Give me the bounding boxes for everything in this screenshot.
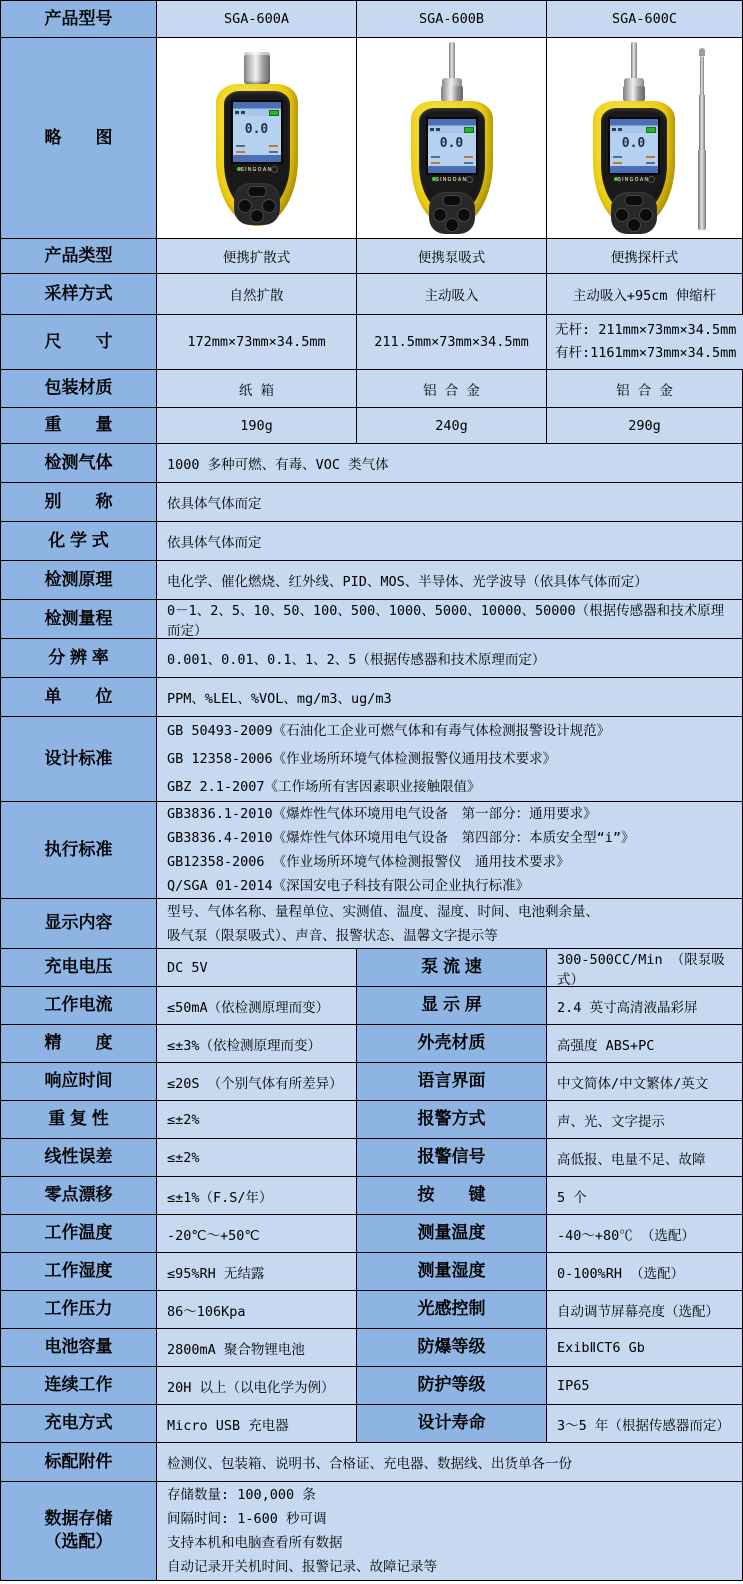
device-body	[593, 101, 675, 228]
battery-icon	[464, 127, 474, 133]
model-name-sga600c: SGA-600C	[546, 1, 742, 37]
cell-value: 高低报、电量不足、故障	[546, 1139, 742, 1176]
table-row	[1, 1404, 742, 1442]
row-label-measure-temperature: 测量温度	[356, 1215, 546, 1252]
speaker-icon	[612, 128, 616, 131]
device-screen	[426, 117, 478, 175]
table-row	[1, 482, 742, 521]
cell-value: 检测仪、包装箱、说明书、合格证、充电器、数据线、出货单各一份	[156, 1443, 742, 1481]
screen-reading: 0.0	[244, 122, 269, 137]
cell-value: 300-500CC/Min （限泵吸式）	[546, 949, 742, 986]
row-label-charging-method: 充电方式	[1, 1405, 156, 1442]
cell-value: ExibⅡCT6 Gb	[546, 1329, 742, 1366]
standard-line: GB12358-2006 《作业场所环境气体检测报警仪 通用技术要求》	[167, 854, 570, 870]
row-label-protection-grade: 防护等级	[356, 1367, 546, 1404]
row-label-repeatability: 重 复 性	[1, 1101, 156, 1138]
table-row	[1, 1214, 742, 1252]
cell-value	[156, 802, 742, 898]
row-label-detected-gases: 检测气体	[1, 444, 156, 482]
screen-statusbar	[233, 109, 281, 116]
row-label-design-standard: 设计标准	[1, 717, 156, 801]
table-row	[1, 369, 742, 407]
gas-detector-c-illustration	[584, 42, 684, 230]
keypad	[611, 192, 657, 234]
right-button	[457, 208, 471, 222]
standard-line: GB3836.1-2010《爆炸性气体环境用电气设备 第一部分：通用要求》	[167, 806, 597, 822]
enter-button	[250, 209, 264, 223]
table-row	[1, 1442, 742, 1481]
row-label-working-humidity: 工作湿度	[1, 1253, 156, 1290]
table-row	[1, 716, 742, 801]
cell-value: 中文简体/中文繁体/英文	[546, 1063, 742, 1100]
model-name-sga600a: SGA-600A	[156, 1, 356, 37]
cell-value: 依具体气体而定	[156, 483, 742, 521]
row-label-packaging: 包装材质	[1, 370, 156, 407]
row-label-zero-drift: 零点漂移	[1, 1177, 156, 1214]
row-label-accuracy: 精 度	[1, 1025, 156, 1062]
row-label-light-control: 光感控制	[356, 1291, 546, 1328]
row-label-charge-voltage: 充电电压	[1, 949, 156, 986]
row-label-sketch: 略 图	[1, 38, 156, 238]
cell-value: ≤±3%（依检测原理而变）	[156, 1025, 356, 1062]
cell-value: 便携扩散式	[156, 239, 356, 273]
standard-line: GB 50493-2009《石油化工企业可燃气体和有毒气体检测报警设计规范》	[167, 723, 611, 739]
cell-value: PPM、%LEL、%VOL、mg/m3、ug/m3	[156, 678, 742, 716]
row-label-unit: 单 位	[1, 678, 156, 716]
screen-reading: 0.0	[439, 136, 464, 151]
table-row	[1, 1, 742, 37]
table-row	[1, 986, 742, 1024]
menu-button	[442, 195, 461, 206]
battery-icon	[646, 127, 656, 133]
table-row	[1, 677, 742, 716]
table-row	[1, 1062, 742, 1100]
keypad	[429, 192, 475, 234]
cell-value: 铝 合 金	[356, 370, 546, 407]
cell-value: 0－1、2、5、10、50、100、500、1000、5000、10000、50000（根据传感器和技术原理而定）	[156, 600, 742, 638]
table-row	[1, 1138, 742, 1176]
cell-value: 自动调节屏幕亮度（选配）	[546, 1291, 742, 1328]
row-label-detection-principle: 检测原理	[1, 561, 156, 599]
menu-button	[247, 186, 266, 197]
device-image-sga600b	[356, 38, 546, 238]
cell-value: 2.4 英寸高清液晶彩屏	[546, 987, 742, 1024]
brand-label: SINGOAN	[617, 177, 650, 183]
device-face	[601, 108, 667, 215]
power-button-icon	[648, 176, 655, 183]
left-button	[433, 208, 447, 222]
model-name-sga600b: SGA-600B	[356, 1, 546, 37]
table-row	[1, 1481, 742, 1580]
power-button-icon	[466, 176, 473, 183]
cell-value	[156, 899, 742, 948]
table-row	[1, 1176, 742, 1214]
cell-value: 0.001、0.01、0.1、1、2、5（根据传感器和技术原理而定）	[156, 639, 742, 677]
cell-value	[156, 1482, 742, 1580]
storage-line: 支持本机和电脑查看所有数据	[167, 1535, 343, 1551]
row-label-detection-range: 检测量程	[1, 600, 156, 638]
table-row	[1, 638, 742, 677]
table-row	[1, 948, 742, 986]
screen-reading: 0.0	[621, 136, 646, 151]
cell-value: IP65	[546, 1367, 742, 1404]
row-label-explosion-proof: 防爆等级	[356, 1329, 546, 1366]
cell-value: ≤±2%	[156, 1101, 356, 1138]
sensor-cap	[623, 86, 645, 101]
rod-tip	[699, 48, 705, 56]
row-label-sampling: 采样方式	[1, 274, 156, 314]
row-label-display-screen: 显 示 屏	[356, 987, 546, 1024]
device-screen	[608, 117, 660, 175]
cell-value: 声、光、文字提示	[546, 1101, 742, 1138]
cell-value: DC 5V	[156, 949, 356, 986]
menu-button	[624, 195, 643, 206]
cell-value: 290g	[546, 408, 742, 443]
row-label-working-pressure: 工作压力	[1, 1291, 156, 1328]
cell-value: -40～+80℃ （选配）	[546, 1215, 742, 1252]
cell-value: Micro USB 充电器	[156, 1405, 356, 1442]
table-row	[1, 1252, 742, 1290]
row-label-continuous-work: 连续工作	[1, 1367, 156, 1404]
device-body	[411, 101, 493, 228]
row-label-product-type: 产品类型	[1, 239, 156, 273]
sensor-cap	[441, 86, 463, 101]
pump-probe	[449, 42, 455, 80]
row-label-alias: 别 称	[1, 483, 156, 521]
table-row	[1, 407, 742, 443]
fan-icon	[436, 128, 440, 131]
device-body	[216, 84, 298, 226]
cell-value	[156, 717, 742, 801]
display-content-line: 型号、气体名称、量程单位、实测值、温度、湿度、时间、电池剩余量、	[167, 903, 599, 920]
cell-value: 主动吸入+95cm 伸缩杆	[546, 274, 742, 314]
cell-value: 3～5 年（根据传感器而定）	[546, 1405, 742, 1442]
standard-line: GB 12358-2006《作业场所环境气体检测报警仪通用技术要求》	[167, 751, 557, 767]
row-label-keys: 按 键	[356, 1177, 546, 1214]
cell-value: 主动吸入	[356, 274, 546, 314]
power-button-icon	[271, 166, 278, 173]
storage-line: 自动记录开关机时间、报警记录、故障记录等	[167, 1559, 437, 1575]
cell-value: 2800mA 聚合物锂电池	[156, 1329, 356, 1366]
screen-statusbar	[610, 126, 658, 133]
row-label-dimensions: 尺 寸	[1, 315, 156, 369]
row-label-execution-standard: 执行标准	[1, 802, 156, 898]
table-row	[1, 1024, 742, 1062]
standard-line: GB3836.4-2010《爆炸性气体环境用电气设备 第四部分：本质安全型“i”》	[167, 830, 635, 846]
cell-value: 190g	[156, 408, 356, 443]
device-image-sga600c	[546, 38, 742, 238]
telescopic-rod	[698, 48, 706, 230]
cell-value: 5 个	[546, 1177, 742, 1214]
cell-value: 86～106Kpa	[156, 1291, 356, 1328]
gas-detector-a-illustration	[207, 42, 307, 230]
cell-value: 依具体气体而定	[156, 522, 742, 560]
row-label-shell-material: 外壳材质	[356, 1025, 546, 1062]
device-image-sga600a	[156, 38, 356, 238]
screen-bottombar	[610, 166, 658, 173]
screen-titlebar	[428, 119, 476, 126]
cell-value: -20℃～+50℃	[156, 1215, 356, 1252]
row-label-response-time: 响应时间	[1, 1063, 156, 1100]
table-row	[1, 1366, 742, 1404]
row-label-working-current: 工作电流	[1, 987, 156, 1024]
brand-label: SINGOAN	[435, 177, 468, 183]
table-row-sketch	[1, 37, 742, 238]
data-storage-label-line1: 数据存储	[44, 1509, 113, 1529]
brand-label: SINGOAN	[240, 167, 273, 173]
storage-line: 存储数量: 100,000 条	[167, 1487, 316, 1503]
cell-value: 20H 以上（以电化学为例）	[156, 1367, 356, 1404]
table-row	[1, 801, 742, 898]
cell-value: 便携泵吸式	[356, 239, 546, 273]
dimension-line: 无杆: 211mm×73mm×34.5mm	[555, 322, 737, 338]
table-row	[1, 314, 742, 369]
dimension-line: 有杆:1161mm×73mm×34.5mm	[555, 345, 737, 361]
cell-value: 240g	[356, 408, 546, 443]
storage-line: 间隔时间: 1-600 秒可调	[167, 1511, 327, 1527]
row-label-pump-flow: 泵 流 速	[356, 949, 546, 986]
table-row	[1, 1290, 742, 1328]
speaker-icon	[430, 128, 434, 131]
left-button	[238, 199, 252, 213]
row-label-alarm-mode: 报警方式	[356, 1101, 546, 1138]
cell-value: 电化学、催化燃烧、红外线、PID、MOS、半导体、光学波导（依具体气体而定）	[156, 561, 742, 599]
device-screen	[231, 100, 283, 164]
sensor-cap	[244, 52, 270, 84]
screen-titlebar	[233, 102, 281, 109]
row-label-chemical-formula: 化 学 式	[1, 522, 156, 560]
screen-bottombar	[233, 155, 281, 162]
device-face	[419, 108, 485, 215]
row-label-data-storage	[1, 1482, 156, 1580]
table-row	[1, 1100, 742, 1138]
right-button	[639, 208, 653, 222]
data-storage-label-line2: （选配）	[44, 1532, 113, 1551]
table-row	[1, 1328, 742, 1366]
row-label-working-temperature: 工作温度	[1, 1215, 156, 1252]
standard-line: Q/SGA 01-2014《深国安电子科技有限公司企业执行标准》	[167, 878, 530, 894]
cell-value: 172mm×73mm×34.5mm	[156, 315, 356, 369]
battery-icon	[269, 110, 279, 116]
cell-value: ≤20S （个别气体有所差异）	[156, 1063, 356, 1100]
row-label-linearity-error: 线性误差	[1, 1139, 156, 1176]
cell-value: 便携探杆式	[546, 239, 742, 273]
cell-value: 1000 多种可燃、有毒、VOC 类气体	[156, 444, 742, 482]
device-face	[224, 91, 290, 213]
row-label-alarm-signal: 报警信号	[356, 1139, 546, 1176]
cell-value: 高强度 ABS+PC	[546, 1025, 742, 1062]
screen-bottombar	[428, 166, 476, 173]
row-label-weight: 重 量	[1, 408, 156, 443]
left-button	[615, 208, 629, 222]
row-label-measure-humidity: 测量湿度	[356, 1253, 546, 1290]
row-label-language: 语言界面	[356, 1063, 546, 1100]
row-label-display-content: 显示内容	[1, 899, 156, 948]
table-row	[1, 560, 742, 599]
cell-value: 纸 箱	[156, 370, 356, 407]
fan-icon	[618, 128, 622, 131]
cell-value: ≤50mA（依检测原理而变）	[156, 987, 356, 1024]
standard-line: GBZ 2.1-2007《工作场所有害因素职业接触限值》	[167, 779, 481, 795]
cell-value: ≤95%RH 无结露	[156, 1253, 356, 1290]
table-row	[1, 898, 742, 948]
row-label-battery-capacity: 电池容量	[1, 1329, 156, 1366]
right-button	[262, 199, 276, 213]
speaker-icon	[235, 111, 239, 114]
gas-detector-b-illustration	[402, 42, 502, 230]
row-label-product-model: 产品型号	[1, 1, 156, 37]
cell-value: 211.5mm×73mm×34.5mm	[356, 315, 546, 369]
cell-value: 铝 合 金	[546, 370, 742, 407]
keypad	[234, 183, 280, 225]
row-label-resolution: 分 辨 率	[1, 639, 156, 677]
cell-value: 自然扩散	[156, 274, 356, 314]
table-row	[1, 238, 742, 273]
table-row	[1, 521, 742, 560]
display-content-line: 吸气泵（限泵吸式）、声音、报警状态、温馨文字提示等	[167, 927, 498, 944]
cell-value: 0-100%RH （选配）	[546, 1253, 742, 1290]
table-row	[1, 599, 742, 638]
enter-button	[445, 218, 459, 232]
row-label-standard-accessories: 标配附件	[1, 1443, 156, 1481]
fan-icon	[241, 111, 245, 114]
screen-titlebar	[610, 119, 658, 126]
cell-value: ≤±1%（F.S/年）	[156, 1177, 356, 1214]
screen-statusbar	[428, 126, 476, 133]
enter-button	[627, 218, 641, 232]
cell-value	[546, 315, 743, 369]
pump-probe	[631, 42, 637, 80]
row-label-design-life: 设计寿命	[356, 1405, 546, 1442]
table-row	[1, 273, 742, 314]
table-row	[1, 443, 742, 482]
cell-value: ≤±2%	[156, 1139, 356, 1176]
